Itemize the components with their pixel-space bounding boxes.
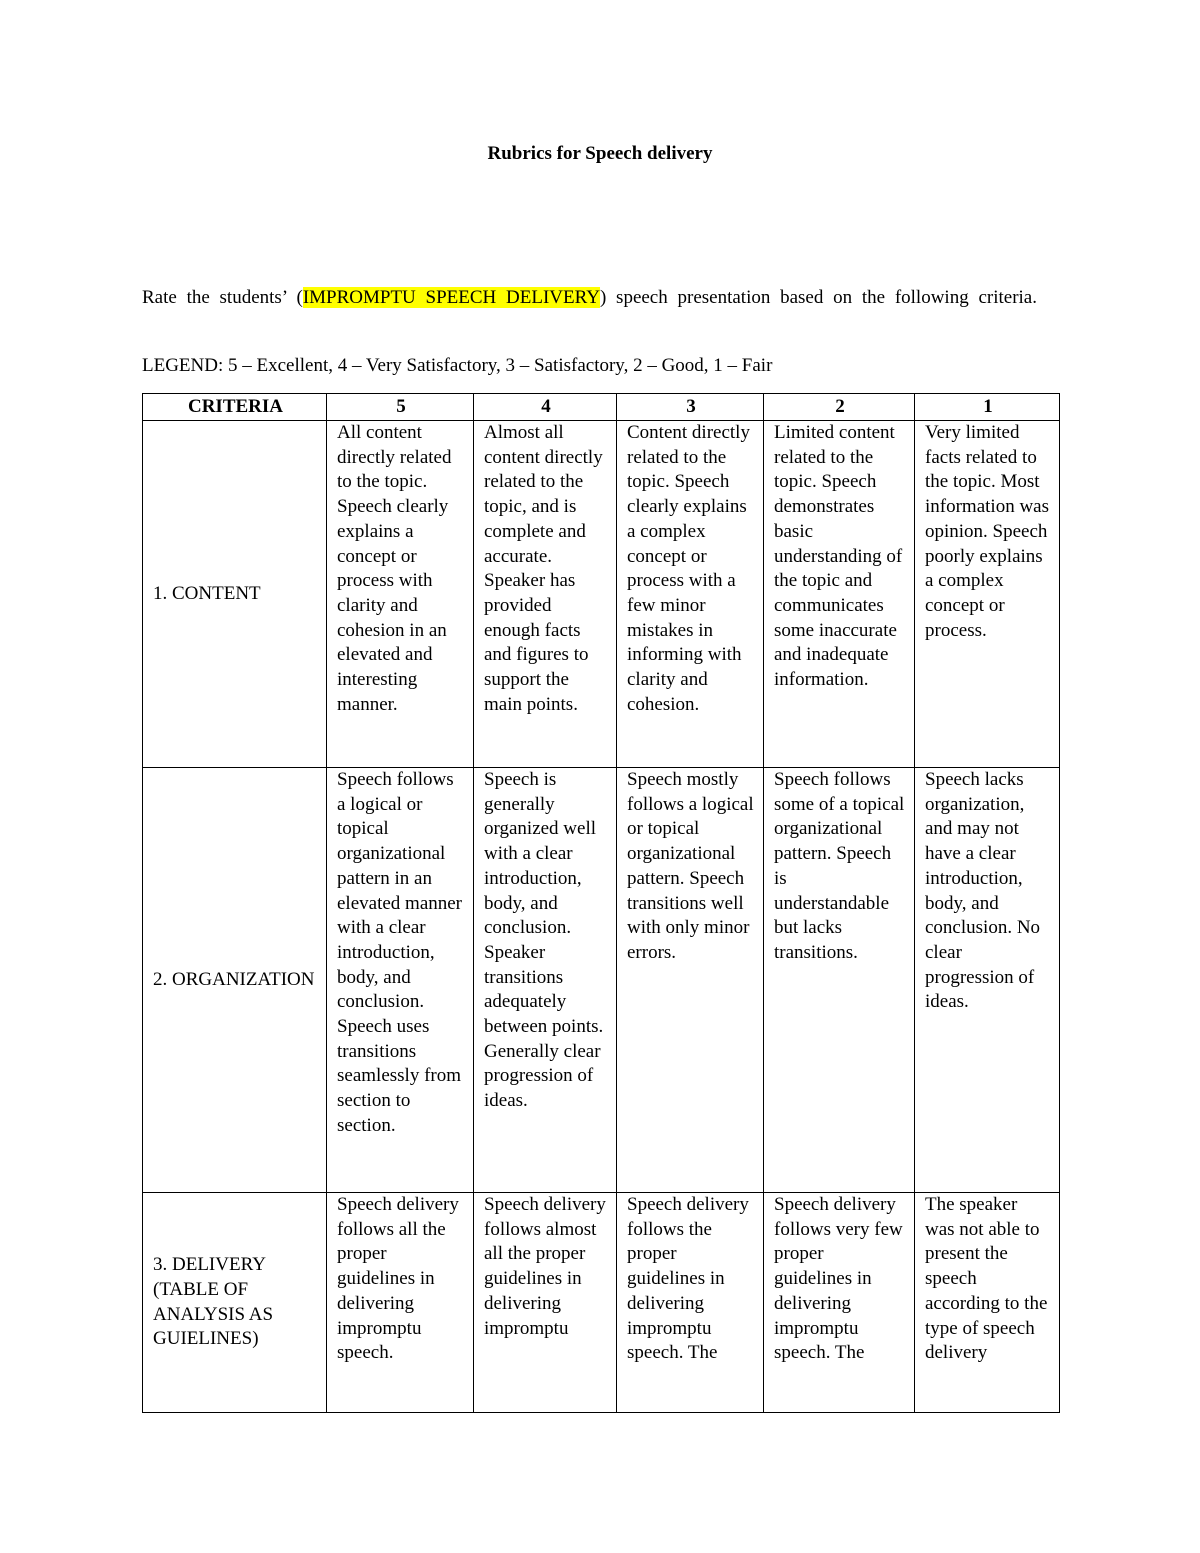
descriptor-cell-5: All content directly related to the topic. Speech clearly explains a concept or process with clarity and cohesion in an elevated and interesting manner.: [327, 421, 474, 768]
descriptor-cell-3: Speech delivery follows the proper guidelines in delivering impromptu speech. The: [617, 1193, 764, 1413]
descriptor-cell-3: Speech mostly follows a logical or topical organizational pattern. Speech transitions well with only minor errors.: [617, 768, 764, 1193]
instructions-paragraph: [142, 284, 1058, 312]
descriptor-cell-1: Very limited facts related to the topic. Most information was opinion. Speech poorly explains a complex concept or process.: [915, 421, 1060, 768]
table-row-delivery: [143, 1193, 1060, 1413]
descriptor-cell-4: Almost all content directly related to the topic, and is complete and accurate. Speaker has provided enough facts and figures to support the main points.: [474, 421, 617, 768]
descriptor-cell-2: Speech delivery follows very few proper guidelines in delivering impromptu speech. The: [764, 1193, 915, 1413]
criteria-cell: 3. DELIVERY (TABLE OF ANALYSIS AS GUIELINES): [143, 1193, 327, 1413]
rating-legend: LEGEND: 5 – Excellent, 4 – Very Satisfactory, 3 – Satisfactory, 2 – Good, 1 – Fair: [142, 355, 773, 376]
descriptor-cell-2: Limited content related to the topic. Speech demonstrates basic understanding of the topic and communicates some inaccurate and inadequate information.: [764, 421, 915, 768]
criteria-cell: 1. CONTENT: [143, 421, 327, 768]
header-criteria: CRITERIA: [143, 394, 327, 421]
criteria-cell: 2. ORGANIZATION: [143, 768, 327, 1193]
descriptor-cell-4: Speech delivery follows almost all the proper guidelines in delivering impromptu: [474, 1193, 617, 1413]
header-score-3: 3: [617, 394, 764, 421]
table-row-content: [143, 421, 1060, 768]
header-score-5: 5: [327, 394, 474, 421]
descriptor-cell-3: Content directly related to the topic. Speech clearly explains a complex concept or process with a few minor mistakes in informing with clarity and cohesion.: [617, 421, 764, 768]
descriptor-cell-2: Speech follows some of a topical organizational pattern. Speech is understandable but lacks transitions.: [764, 768, 915, 1193]
header-score-2: 2: [764, 394, 915, 421]
instructions-prefix: Rate the students’ (: [142, 287, 303, 308]
descriptor-cell-5: Speech follows a logical or topical organizational pattern in an elevated manner with a clear introduction, body, and conclusion. Speech uses transitions seamlessly from section to section.: [327, 768, 474, 1193]
header-score-1: 1: [915, 394, 1060, 421]
descriptor-cell-1: The speaker was not able to present the speech according to the type of speech delivery: [915, 1193, 1060, 1413]
table-row-organization: [143, 768, 1060, 1193]
document-title: Rubrics for Speech delivery: [487, 143, 713, 164]
header-score-4: 4: [474, 394, 617, 421]
descriptor-cell-5: Speech delivery follows all the proper guidelines in delivering impromptu speech.: [327, 1193, 474, 1413]
descriptor-cell-1: Speech lacks organization, and may not have a clear introduction, body, and conclusion. No clear progression of ideas.: [915, 768, 1060, 1193]
header-row: [143, 394, 1060, 421]
descriptor-cell-4: Speech is generally organized well with a clear introduction, body, and conclusion. Speaker transitions adequately between points. Generally clear progression of ideas.: [474, 768, 617, 1193]
highlighted-speech-type: IMPROMPTU SPEECH DELIVERY: [302, 287, 600, 308]
instructions-suffix: ) speech presentation based on the following criteria.: [599, 287, 1037, 308]
rubric-table: [142, 393, 1060, 1413]
